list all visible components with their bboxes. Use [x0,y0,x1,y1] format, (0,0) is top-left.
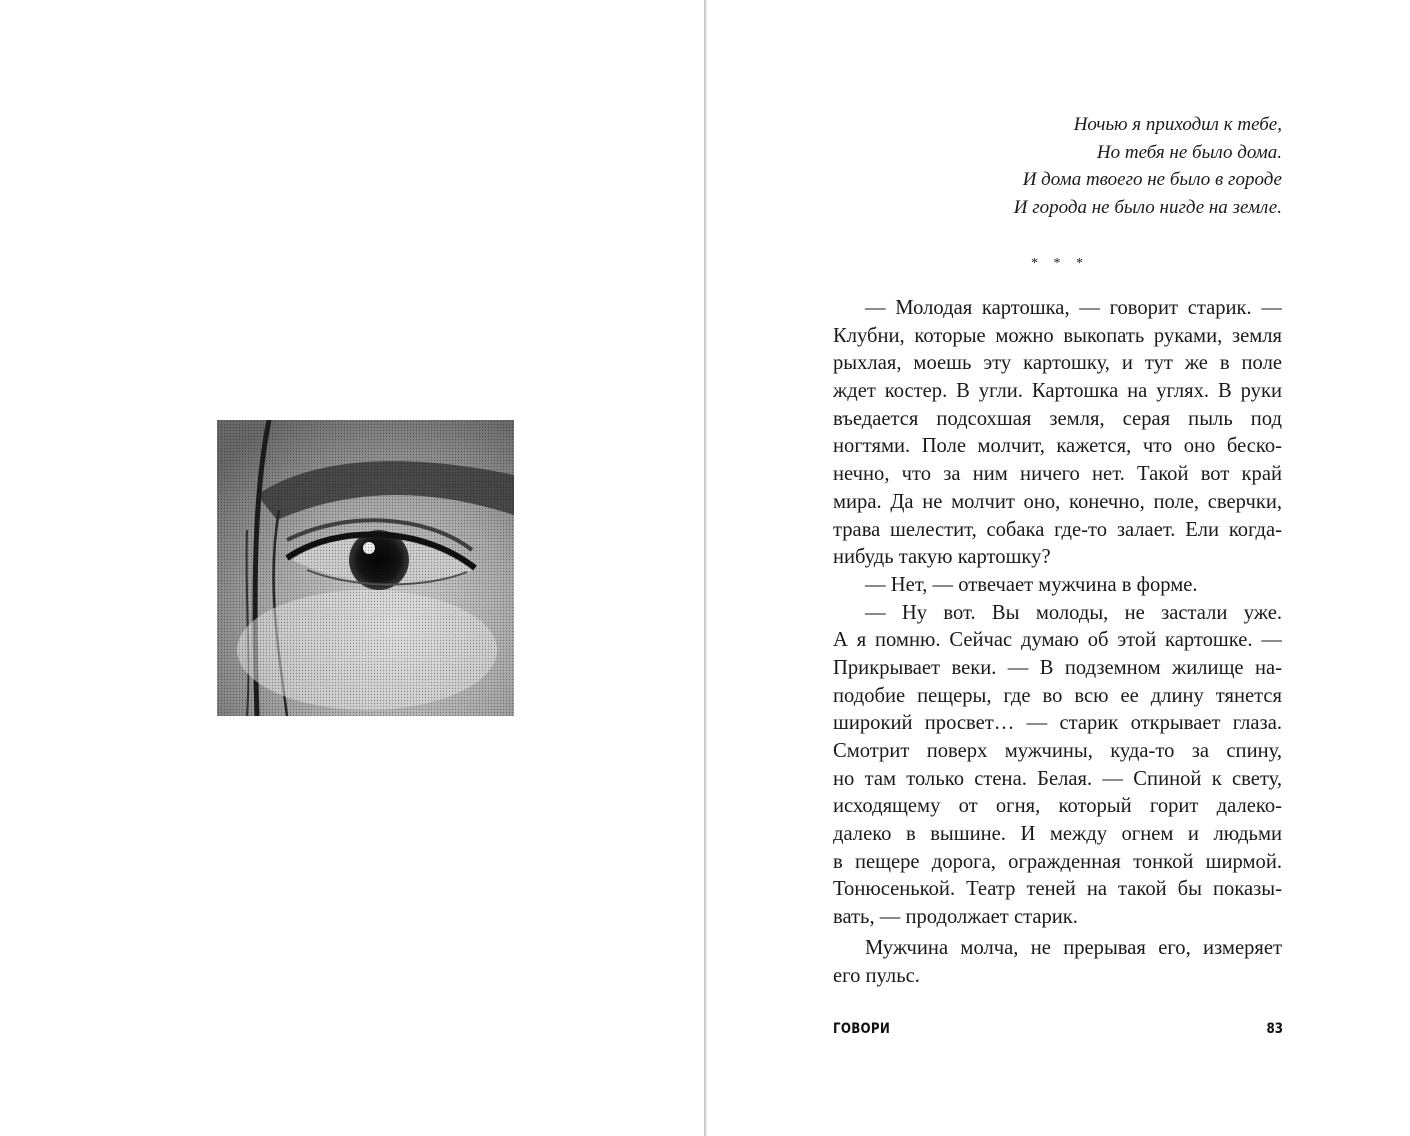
text-line: Клубни, которые можно выкопать руками, земля [833,324,1282,347]
text-line: ждет костер. В угли. Картошка на углях. В руки [833,380,1282,403]
body-text [833,295,1282,990]
eye-illustration [217,420,514,716]
epigraph-line: Но тебя не было дома. [1096,141,1282,163]
text-line: Смотрит поверх мужчины, куда-то за спину, [833,740,1282,762]
section-separator: * * * [1031,256,1089,271]
text-line: въедается подсохшая земля, серая пыль под [833,407,1282,430]
text-line: — Нет, — отвечает мужчина в форме. [865,573,1198,596]
epigraph-line: Ночью я приходил к тебе, [1073,114,1282,135]
epigraph-line: И города не было нигде на земле. [1013,196,1282,218]
text-line: вать, — продолжает старик. [833,906,1078,929]
text-line: исходящему от огня, который горит далеко- [833,795,1282,818]
text-line: А я помню. Сейчас думаю об этой картошке. — [833,629,1282,652]
text-line: Тонюсенькой. Театр теней на такой бы показы- [833,878,1282,901]
text-line: но там только стена. Белая. — Спиной к свету, [833,767,1282,790]
epigraph-line: И дома твоего не было в городе [1022,169,1282,190]
text-line: Мужчина молча, не прерывая его, измеряет [865,936,1282,959]
text-line: — Молодая картошка, — говорит старик. — [865,297,1282,319]
text-line: его пульс. [833,964,920,987]
epigraph [840,111,1282,221]
text-line: в пещере дорога, огражденная тонкой ширмой. [833,850,1282,873]
text-line: ногтями. Поле молчит, кажется, что оно беско- [833,435,1282,458]
text-line: мира. Да не молчит оно, конечно, поле, сверчки, [833,490,1282,513]
text-line: широкий просвет… — старик открывает глаза. [833,712,1282,735]
running-footer-title: ГОВОРИ [833,1021,891,1037]
text-line: Прикрывает веки. — В подземном жилище на- [833,656,1282,679]
text-line: трава шелестит, собака где-то залает. Ели когда- [833,518,1282,541]
text-line: рыхлая, моешь эту картошку, и тут же в поле [833,352,1282,375]
text-line: — Ну вот. Вы молоды, не застали уже. [865,601,1282,624]
text-line: далеко в вышине. И между огнем и людьми [833,823,1282,846]
text-line: нибудь такую картошку? [833,546,1051,569]
page-number: 83 [1266,1021,1283,1037]
text-line: подобие пещеры, где во всю ее длину тянется [833,684,1282,707]
text-line: нечно, что за ним ничего нет. Такой вот край [833,463,1282,486]
